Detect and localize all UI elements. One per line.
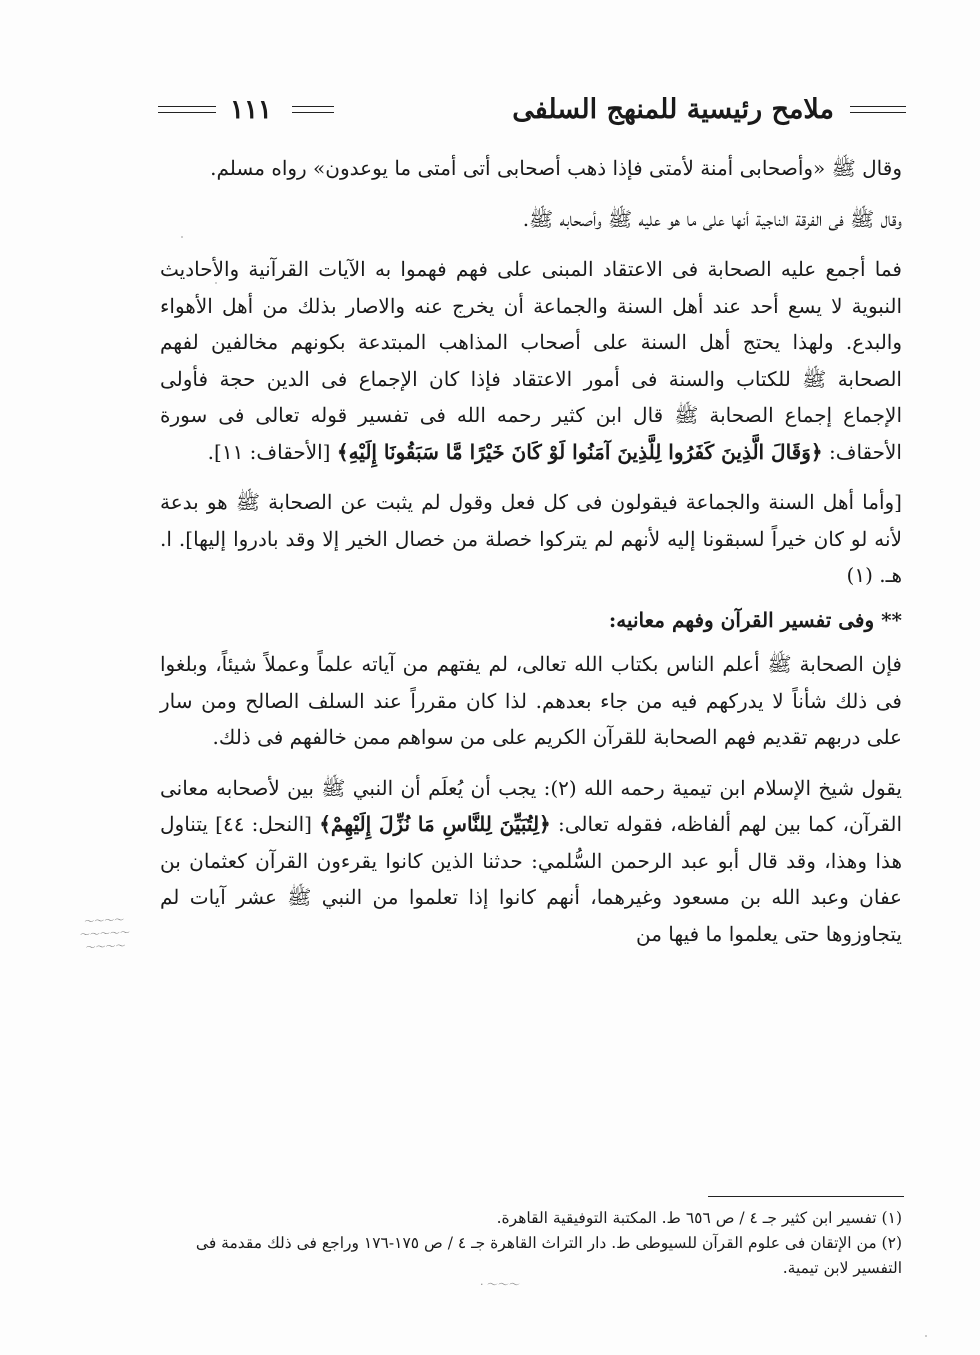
scan-speck <box>181 236 183 238</box>
footnotes <box>160 1206 902 1281</box>
paragraph-consensus <box>160 251 902 470</box>
header-rule-middle <box>292 106 334 107</box>
handwritten-mark: 〜〜〜 · <box>480 1278 520 1291</box>
scan-speck <box>215 282 217 284</box>
header-rule-right-2 <box>850 112 906 113</box>
paragraph-ibn-kathir-quote: [وأما أهل السنة والجماعة فيقولون فى كل فعل وقول لم يثبت عن الصحابة ﷺ هو بدعة لأنه لو كان خيراً لسبقونا إليه لأنهم لم يتركوا خصلة من خصال الخير إلا وقد بادروا إليها]. ا. هـ. (١) <box>160 490 902 587</box>
paragraph-hadith-companions: وقال ﷺ «وأصحابى أمنة لأمتى فإذا ذهب أصحابى أتى أمتى ما يوعدون» رواه مسلم. <box>210 156 902 180</box>
header-rule-left-2 <box>158 112 216 113</box>
section-heading: ** وفى تفسير القرآن وفهم معانيه: <box>608 607 902 632</box>
scan-speck <box>925 1335 927 1337</box>
main-text <box>160 150 902 952</box>
paragraph-ibn-taymiyya <box>160 770 902 953</box>
paragraph-consensus-text: فما أجمع عليه الصحابة فى الاعتقاد المبنى على فهم فهموا به الآيات القرآنية والأحاديث النبوية لا يسع أحد عند أهل السنة والجماعة أن يخرج عنه والاصار بذلك من أهل الأهواء والبدع. ولهذا يحتج أهل السنة على أصحاب المذاهب المبتدعة بكونهم مخالفين لفهم الصحابة ﷺ للكتاب والسنة فى أمور الاعتقاد فإذا كان الإجماع فى الدين حجة فأولى الإجماع إجماع الصحابة ﷺ قال ابن كثير رحمه الله فى تفسير قوله تعالى فى سورة الأحقاف: <box>160 257 902 464</box>
handwritten-margin-note: 〜〜〜〜 〜〜〜〜〜 〜〜〜〜 <box>79 914 131 955</box>
page-header <box>158 92 908 132</box>
header-rule-right <box>850 106 906 107</box>
page-number: ١١١ <box>230 95 272 125</box>
quran-verse-ahqaf: ﴿وَقَالَ الَّذِينَ كَفَرُوا لِلَّذِينَ آمَنُوا لَوْ كَانَ خَيْرًا مَّا سَبَقُونَا إِلَيْهِ﴾ <box>336 439 823 464</box>
quran-ref-nahl: [النحل: ٤٤] <box>215 812 312 836</box>
footnote-2: (٢) من الإتقان فى علوم القرآن للسيوطى ط. دار التراث القاهرة جـ ٤ / ص ١٧٥-١٧٦ وراجع فى ذلك مقدمة فى التفسير لابن تيمية. <box>195 1234 902 1277</box>
paragraph-saved-sect: وقال ﷺ فى الفرقة الناجية أنها على ما هو عليه ﷺ وأصحابه ﷺ. <box>522 206 902 231</box>
footnote-separator <box>708 1196 904 1197</box>
quran-ref-ahqaf: [الأحقاف: ١١]. <box>207 439 331 464</box>
paragraph-ibn-taymiyya-text-a: يقول شيخ الإسلام ابن تيمية رحمه الله (٢): يجب أن يُعلَم أن النبي ﷺ بين لأصحابه معانى القرآن، كما بين لهم ألفاظه، فقوله تعالى: <box>160 775 903 836</box>
quran-verse-nahl: ﴿لِتُبَيِّنَ لِلنَّاسِ مَا نُزِّلَ إِلَيْهِمْ﴾ <box>319 812 551 836</box>
footnote-1: (١) تفسير ابن كثير جـ ٤ / ص ٦٥٦ ط. المكتبة التوفيقية القاهرة. <box>496 1209 902 1227</box>
paragraph-ibn-taymiyya-text-b: يتناول هذا وهذا، وقد قال أبو عبد الرحمن السُّلمي: حدثنا الذين كانوا يقرءون القرآن كعثمان بن عفان وعبد الله بن مسعود وغيرهما، أنهم كانوا إذا تعلموا من النبي ﷺ عشر آيات لم يتجاوزوها حتى يعلموا ما فيها من <box>160 812 902 946</box>
paragraph-companions-knowledge: فإن الصحابة ﷺ أعلم الناس بكتاب الله تعالى، لم يفتهم من آياته علماً وعملاً شيئاً، وبلغوا فى ذلك شأناً لا يدركهم فيه من جاء بعدهم. لذا كان مقرراً عند السلف الصالح ومن سار على دربهم تقديم فهم الصحابة للقرآن الكريم على من سواهم ممن خالفهم فى ذلك. <box>160 652 902 749</box>
header-rule-left <box>158 106 216 107</box>
header-rule-middle-2 <box>292 112 334 113</box>
running-title: ملامح رئيسية للمنهج السلفى <box>512 94 834 125</box>
